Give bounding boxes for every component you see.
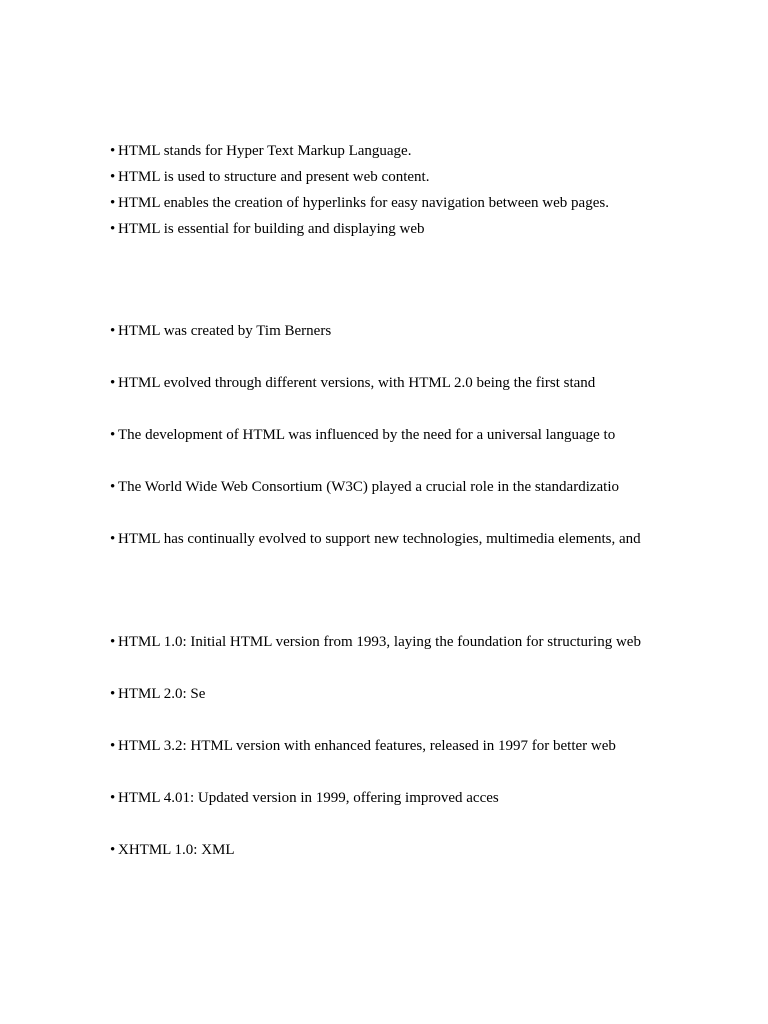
list-item-text: XHTML 1.0: XML [118,842,235,858]
list-item [110,168,710,186]
bullet-marker: • [110,169,116,185]
list-item [110,322,710,340]
list-item-text: HTML 3.2: HTML version with enhanced features, released in 1997 for better web [118,738,616,754]
list-item-text: HTML enables the creation of hyperlinks for easy navigation between web pages. [118,195,609,211]
list-item-text: The development of HTML was influenced by the need for a universal language to [118,427,616,443]
bullet-marker: • [110,686,116,702]
list-item [110,633,710,651]
list-item-text: HTML has continually evolved to support new technologies, multimedia elements, and [118,531,641,547]
list-item [110,426,710,444]
bullet-marker: • [110,531,116,547]
bullet-marker: • [110,143,116,159]
list-item [110,530,710,548]
list-item-text: HTML is essential for building and displaying web [118,221,425,237]
list-item-text: HTML evolved through different versions, with HTML 2.0 being the first stand [118,375,596,391]
list-item-text: HTML 4.01: Updated version in 1999, offering improved acces [118,790,499,806]
list-item [110,789,710,807]
bullet-marker: • [110,221,116,237]
list-item [110,841,710,859]
list-item-text: HTML 2.0: Se [118,686,206,702]
list-item [110,374,710,392]
list-item [110,194,710,212]
list-item [110,478,710,496]
bullet-marker: • [110,634,116,650]
bullet-marker: • [110,790,116,806]
list-item-text: HTML stands for Hyper Text Markup Language. [118,143,412,159]
list-item [110,737,710,755]
bullet-marker: • [110,323,116,339]
list-item [110,142,710,160]
bullet-marker: • [110,479,116,495]
bullet-marker: • [110,375,116,391]
list-item-text: The World Wide Web Consortium (W3C) played a crucial role in the standardizatio [118,479,620,495]
bullet-marker: • [110,738,116,754]
bullet-list-html-history [110,322,710,582]
list-item [110,685,710,703]
bullet-marker: • [110,427,116,443]
bullet-marker: • [110,842,116,858]
list-item-text: HTML was created by Tim Berners [118,323,332,339]
bullet-list-html-overview [110,142,710,246]
list-item-text: HTML 1.0: Initial HTML version from 1993, laying the foundation for structuring web [118,634,641,650]
bullet-list-html-versions [110,633,710,893]
list-item [110,220,710,238]
bullet-marker: • [110,195,116,211]
list-item-text: HTML is used to structure and present web content. [118,169,430,185]
